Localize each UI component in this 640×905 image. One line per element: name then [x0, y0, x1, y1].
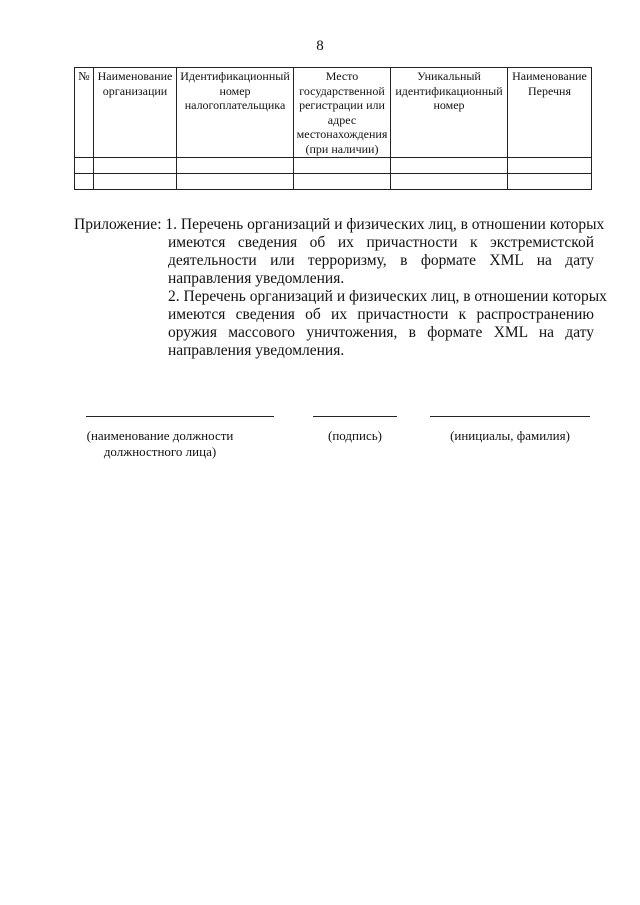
table-header-row — [75, 68, 592, 158]
page-number: 8 — [316, 38, 324, 54]
table-cell — [94, 158, 177, 174]
appendix-block — [74, 216, 607, 360]
table-cell — [508, 158, 592, 174]
header-org-name: Наименование организации — [94, 68, 177, 158]
appendix-item-1-first-line: 1. Перечень организаций и физических лиц, в отношении которых — [165, 216, 605, 233]
header-unique-id: Уникальный идентификационный номер — [391, 68, 508, 158]
appendix-item-1-rest: имеются сведения об их причастности к экстремистской деятельности или терроризму, в формате XML на дату направления уведомления. — [168, 234, 594, 287]
table-cell — [177, 174, 294, 190]
header-number: № — [75, 68, 94, 158]
appendix-item-2-rest: имеются сведения об их причастности к распространению оружия массового уничтожения, в формате XML на дату направления уведомления. — [168, 306, 594, 359]
table-row — [75, 158, 592, 174]
table-cell — [294, 158, 391, 174]
position-caption: (наименование должности должностного лица) — [86, 428, 234, 459]
table-cell — [391, 158, 508, 174]
table-cell — [75, 158, 94, 174]
table-cell — [391, 174, 508, 190]
table-cell — [294, 174, 391, 190]
signature-caption: (подпись) — [328, 428, 382, 443]
appendix-item-2 — [168, 288, 607, 360]
appendix-item-1-continued — [168, 234, 594, 288]
table-cell — [94, 174, 177, 190]
table-row — [75, 174, 592, 190]
organizations-table — [74, 67, 592, 190]
position-signature-line — [86, 416, 274, 417]
table-cell — [177, 158, 294, 174]
appendix-label: Приложение: — [74, 216, 162, 233]
header-inn: Идентификационный номер налогоплательщика — [177, 68, 294, 158]
table-cell — [75, 174, 94, 190]
header-registration-place: Место государственной регистрации или адрес местонахождения (при наличии) — [294, 68, 391, 158]
name-signature-line — [430, 416, 590, 417]
name-caption: (инициалы, фамилия) — [450, 428, 570, 443]
header-list-name: Наименование Перечня — [508, 68, 592, 158]
appendix-item-1 — [165, 216, 604, 234]
appendix-item-2-first-line: 2. Перечень организаций и физических лиц, в отношении которых — [168, 288, 607, 305]
table-cell — [508, 174, 592, 190]
signature-line — [313, 416, 397, 417]
